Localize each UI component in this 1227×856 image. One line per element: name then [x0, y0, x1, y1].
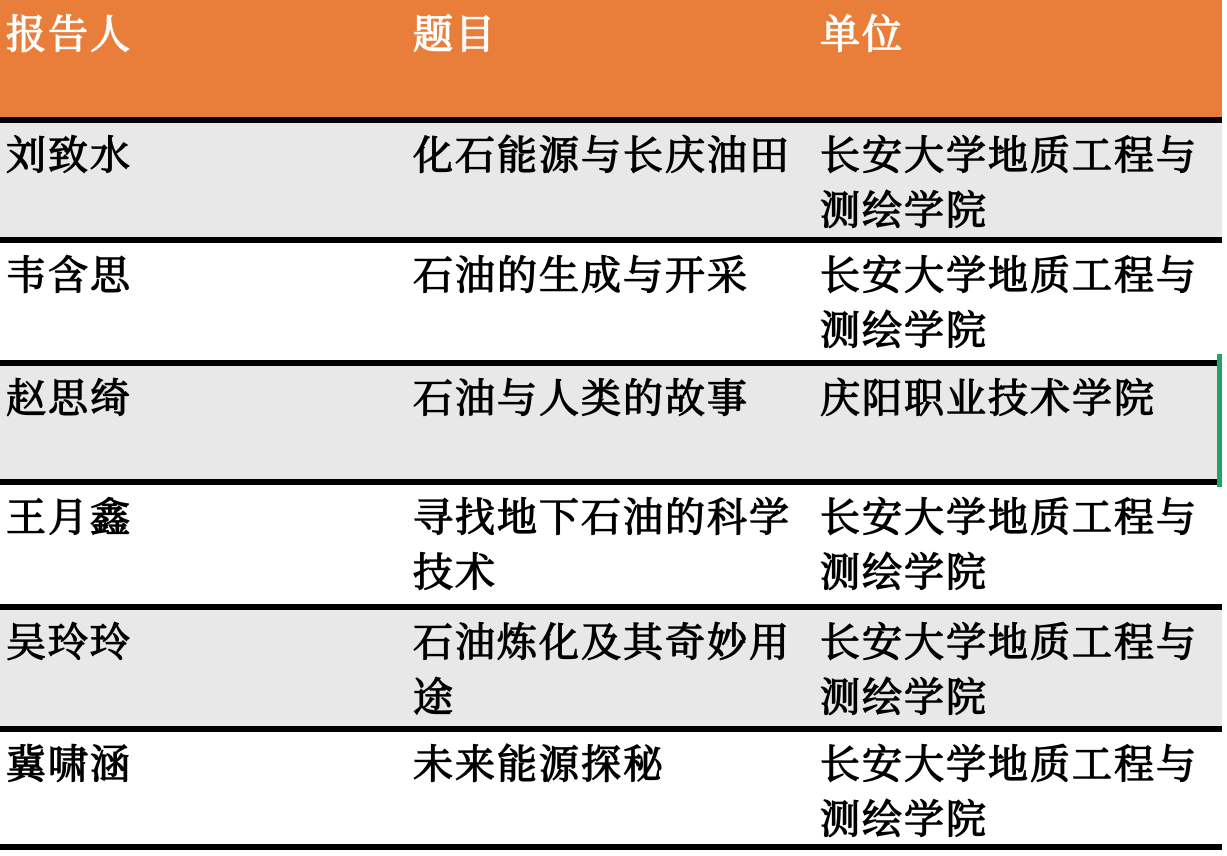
cell-speaker[interactable]: 韦含思 — [6, 254, 132, 298]
table-row — [0, 243, 1222, 366]
cell-speaker[interactable]: 王月鑫 — [6, 496, 132, 540]
table-row — [0, 732, 1222, 850]
cell-title[interactable]: 石油与人类的故事 — [413, 377, 749, 421]
cell-speaker[interactable]: 吴玲玲 — [6, 621, 132, 665]
cell-speaker[interactable]: 刘致水 — [6, 134, 132, 178]
cell-affiliation[interactable]: 庆阳职业技术学院 — [820, 377, 1156, 421]
header-cell-title[interactable]: 题目 — [413, 13, 497, 57]
cell-selection-indicator — [1217, 354, 1222, 487]
cell-title[interactable]: 未来能源探秘 — [413, 743, 665, 787]
cell-affiliation[interactable]: 长安大学地质工程与测绘学院 — [820, 254, 1198, 353]
cell-affiliation[interactable]: 长安大学地质工程与测绘学院 — [820, 621, 1198, 720]
table-row — [0, 485, 1222, 610]
cell-speaker[interactable]: 冀啸涵 — [6, 743, 132, 787]
cell-affiliation[interactable]: 长安大学地质工程与测绘学院 — [820, 496, 1198, 595]
cell-title[interactable]: 化石能源与长庆油田 — [413, 134, 791, 178]
cell-affiliation[interactable]: 长安大学地质工程与测绘学院 — [820, 743, 1198, 842]
table-header-row — [0, 0, 1222, 123]
table-row — [0, 366, 1222, 485]
cell-affiliation[interactable]: 长安大学地质工程与测绘学院 — [820, 134, 1198, 233]
cell-speaker[interactable]: 赵思绮 — [6, 377, 132, 421]
table-row — [0, 610, 1222, 732]
table-row — [0, 123, 1222, 243]
cell-title[interactable]: 石油的生成与开采 — [413, 254, 749, 298]
cell-title[interactable]: 寻找地下石油的科学技术 — [413, 496, 791, 595]
header-cell-speaker[interactable]: 报告人 — [6, 13, 132, 57]
header-cell-affiliation[interactable]: 单位 — [820, 13, 904, 57]
cell-title[interactable]: 石油炼化及其奇妙用途 — [413, 621, 791, 720]
